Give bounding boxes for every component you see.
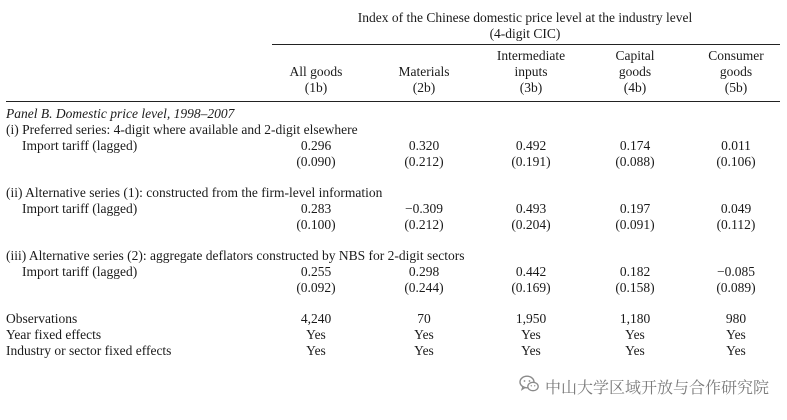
col-header-code: (4b) [623, 80, 647, 95]
coef-cell: −0.309 [405, 201, 443, 216]
col-header-code: (5b) [724, 80, 748, 95]
obs-cell: 980 [725, 311, 747, 326]
fe-cell: Yes [625, 343, 645, 358]
obs-cell: 4,240 [300, 311, 332, 326]
coef-row [6, 264, 781, 280]
col-header-2 [379, 48, 469, 96]
coef-cell: 0.493 [515, 201, 547, 216]
coef-cell: −0.085 [717, 264, 755, 279]
se-cell: (0.212) [404, 217, 444, 232]
industry-fe-row [6, 343, 781, 359]
se-cell: (0.244) [404, 280, 444, 295]
row-label: Import tariff (lagged) [22, 138, 138, 153]
fe-cell: Yes [726, 327, 746, 342]
row-label: Import tariff (lagged) [22, 264, 138, 279]
watermark-text: 中山大学区域开放与合作研究院 [544, 377, 769, 397]
se-cell: (0.212) [404, 154, 444, 169]
wechat-icon [519, 375, 539, 397]
se-row [6, 217, 781, 233]
row-label: Import tariff (lagged) [22, 201, 138, 216]
se-row [6, 280, 781, 296]
col-header-line1: Capital [615, 48, 655, 63]
obs-cell: 1,180 [619, 311, 651, 326]
coef-cell: 0.182 [619, 264, 651, 279]
se-cell: (0.112) [716, 217, 756, 232]
panel-title: Panel B. Domestic price level, 1998–2007 [6, 106, 235, 121]
row-label: Industry or sector fixed effects [6, 343, 172, 358]
col-header-line2: goods [719, 64, 753, 79]
section-heading: (ii) Alternative series (1): constructed from the firm-level information [6, 185, 383, 200]
column-header-rule [6, 101, 780, 102]
row-label: Observations [6, 311, 78, 326]
se-cell: (0.092) [296, 280, 336, 295]
panel-title-row [6, 106, 781, 122]
se-cell: (0.090) [296, 154, 336, 169]
header-title-line2: (4-digit CIC) [489, 26, 561, 41]
section-heading-row [6, 248, 781, 264]
col-header-line1: Consumer [708, 48, 764, 63]
fe-cell: Yes [726, 343, 746, 358]
col-header-line1 [379, 48, 469, 64]
coef-cell: 0.174 [619, 138, 651, 153]
se-cell: (0.091) [615, 217, 655, 232]
coef-cell: 0.442 [515, 264, 547, 279]
fe-cell: Yes [414, 343, 434, 358]
se-row [6, 154, 781, 170]
se-cell: (0.191) [511, 154, 551, 169]
col-header-5 [691, 48, 781, 96]
se-cell: (0.106) [716, 154, 756, 169]
coef-cell: 0.298 [408, 264, 440, 279]
fe-cell: Yes [521, 327, 541, 342]
year-fe-row [6, 327, 781, 343]
col-header-line2: goods [618, 64, 652, 79]
coef-cell: 0.296 [300, 138, 332, 153]
col-header-line1: Intermediate [496, 48, 566, 63]
col-header-3 [486, 48, 576, 96]
se-cell: (0.204) [511, 217, 551, 232]
col-header-code: (1b) [304, 80, 328, 95]
section-heading-row [6, 122, 781, 138]
col-header-4 [590, 48, 680, 96]
coef-row [6, 138, 781, 154]
col-header-1 [271, 48, 361, 96]
coef-cell: 0.255 [300, 264, 332, 279]
coef-cell: 0.049 [720, 201, 752, 216]
coef-cell: 0.283 [300, 201, 332, 216]
fe-cell: Yes [306, 327, 326, 342]
header-title-line1: Index of the Chinese domestic price level at the industry level [357, 10, 693, 25]
table-header-title [270, 10, 780, 42]
section-heading: (iii) Alternative series (2): aggregate deflators constructed by NBS for 2-digit sectors [6, 248, 465, 263]
coef-cell: 0.320 [408, 138, 440, 153]
col-header-line2: Materials [398, 64, 450, 79]
se-cell: (0.088) [615, 154, 655, 169]
fe-cell: Yes [625, 327, 645, 342]
coef-cell: 0.197 [619, 201, 651, 216]
coef-cell: 0.011 [721, 138, 751, 153]
se-cell: (0.089) [716, 280, 756, 295]
header-rule [272, 44, 780, 45]
row-label: Year fixed effects [6, 327, 102, 342]
fe-cell: Yes [521, 343, 541, 358]
col-header-code: (2b) [412, 80, 436, 95]
fe-cell: Yes [306, 343, 326, 358]
obs-cell: 70 [417, 311, 431, 326]
col-header-code: (3b) [519, 80, 543, 95]
section-heading: (i) Preferred series: 4-digit where available and 2-digit elsewhere [6, 122, 358, 137]
observations-row [6, 311, 781, 327]
se-cell: (0.100) [296, 217, 336, 232]
col-header-line2: inputs [514, 64, 548, 79]
fe-cell: Yes [414, 327, 434, 342]
watermark [519, 375, 769, 397]
se-cell: (0.169) [511, 280, 551, 295]
col-header-line2: All goods [289, 64, 343, 79]
col-header-line1 [271, 48, 361, 64]
obs-cell: 1,950 [515, 311, 547, 326]
coef-row [6, 201, 781, 217]
se-cell: (0.158) [615, 280, 655, 295]
coef-cell: 0.492 [515, 138, 547, 153]
section-heading-row [6, 185, 781, 201]
